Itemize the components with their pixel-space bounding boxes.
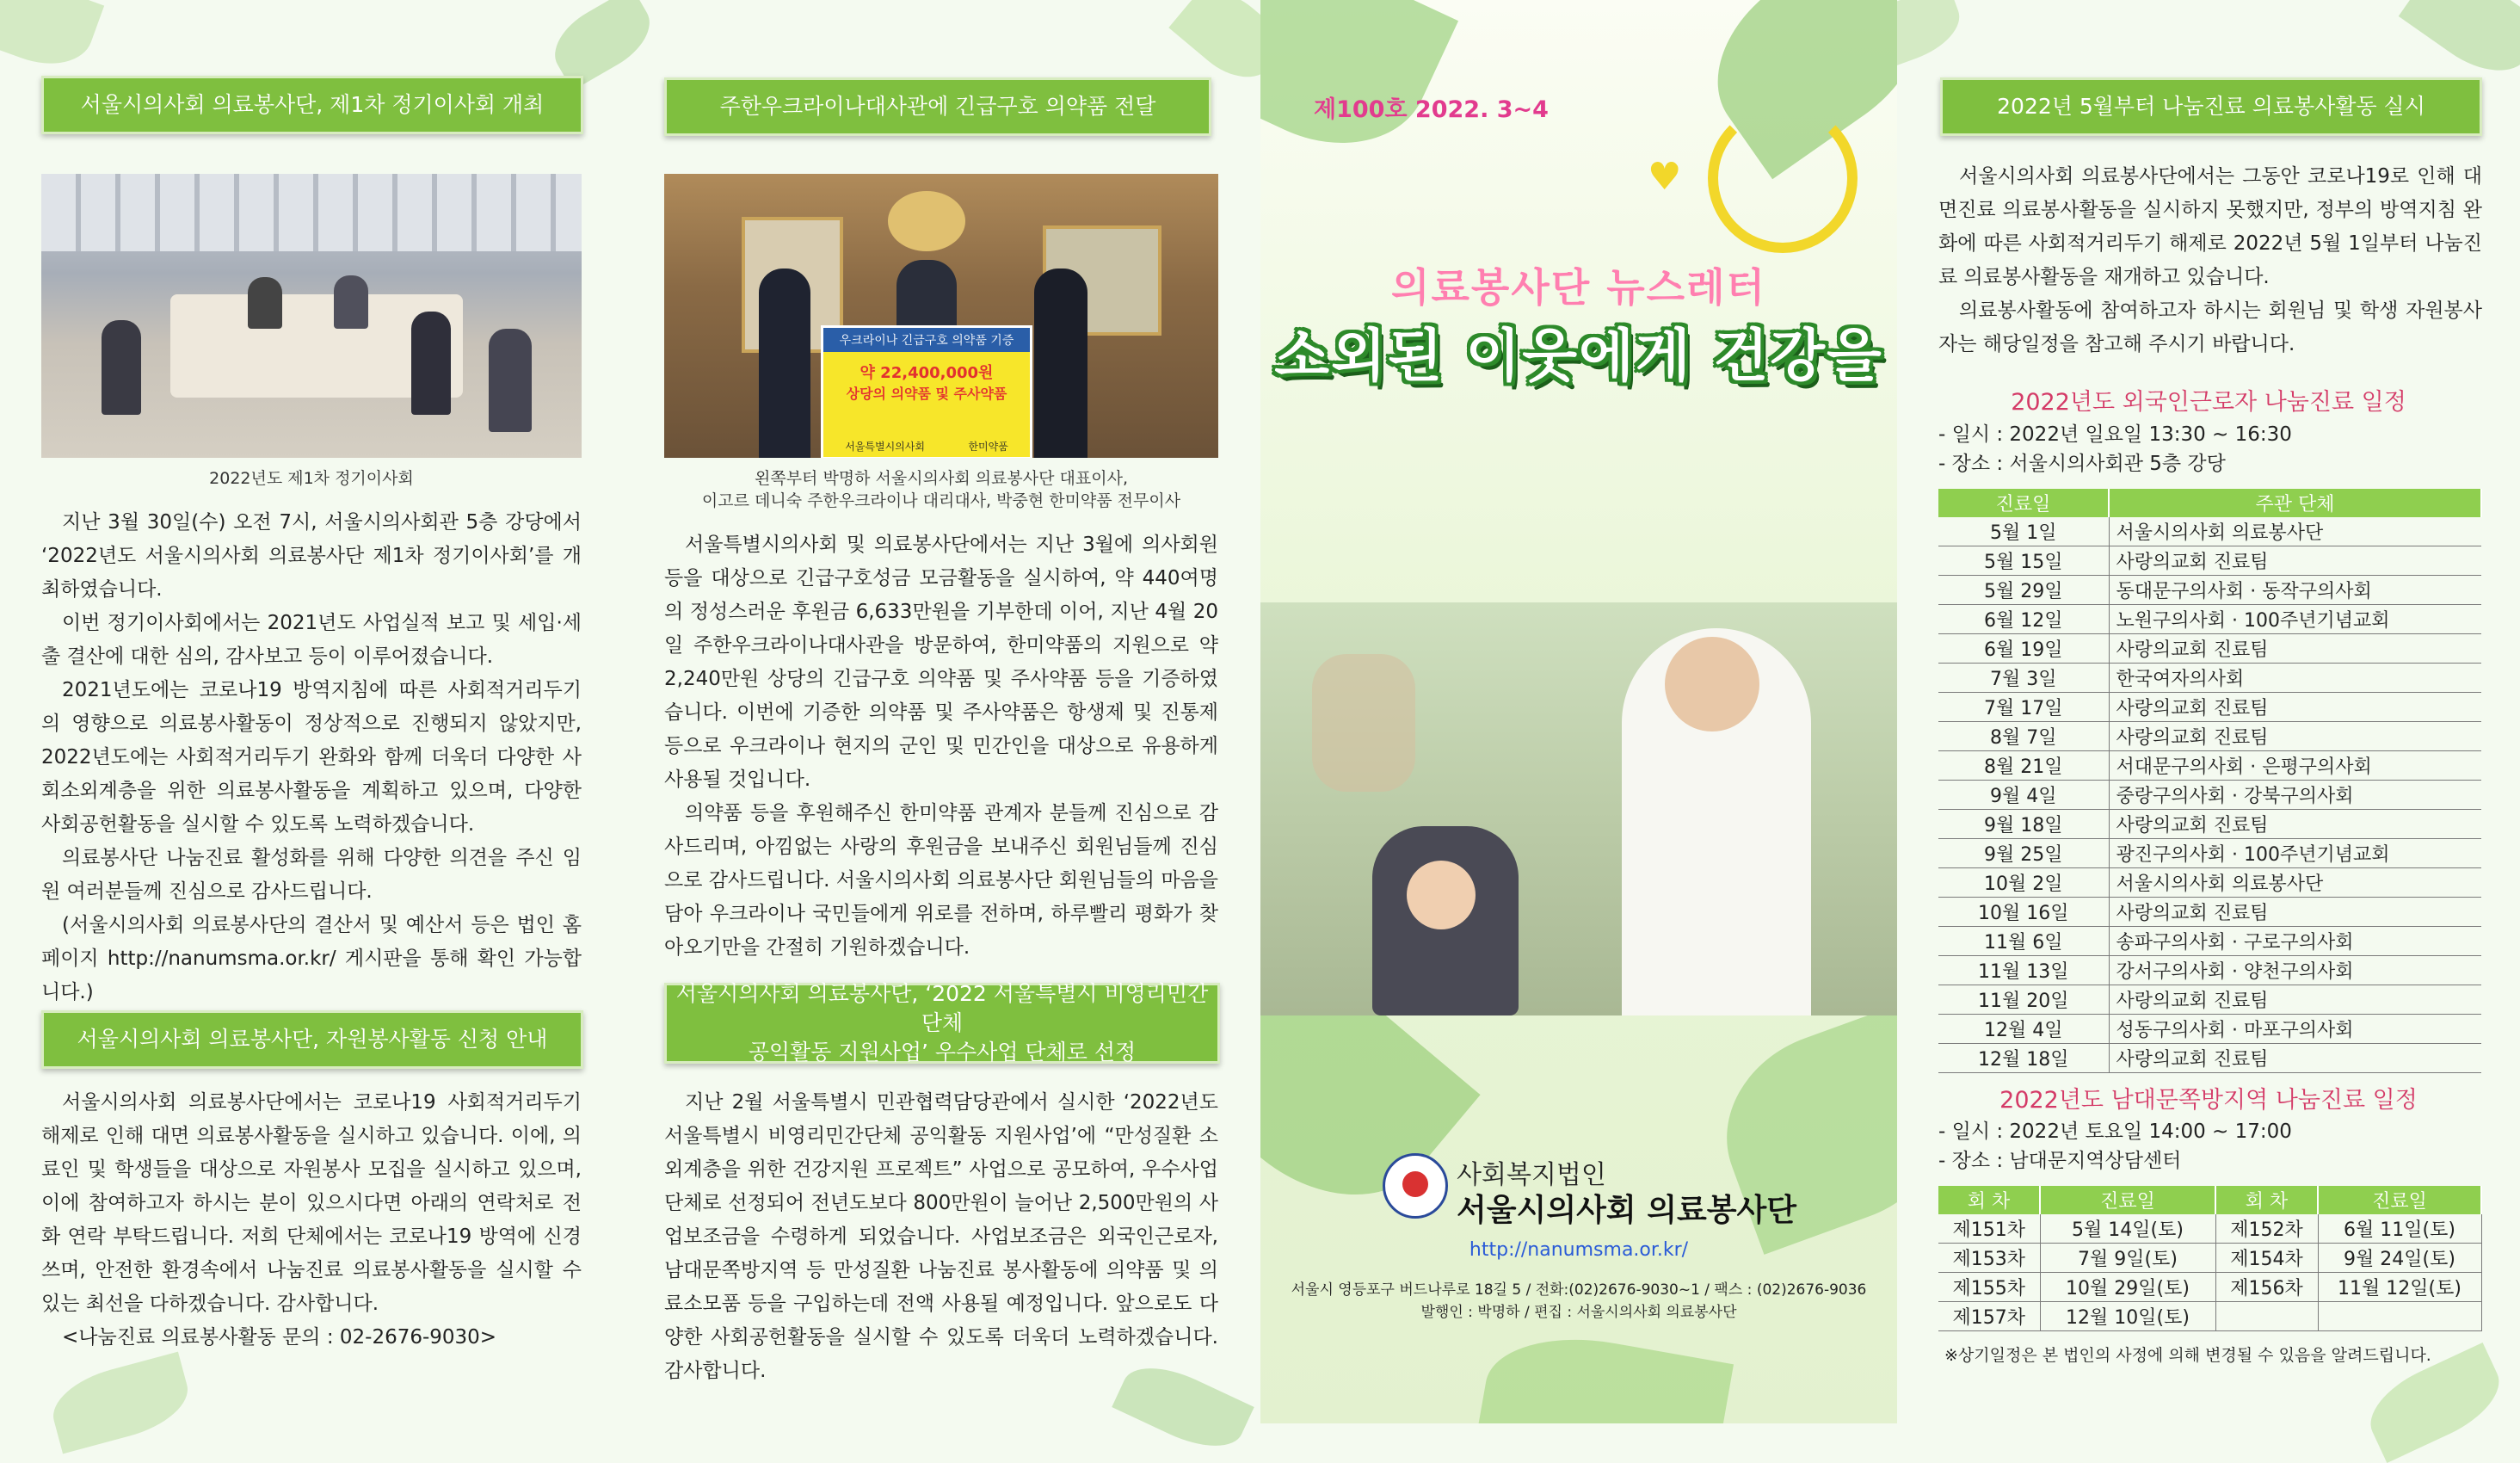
article-title-text: 2022년 5월부터 나눔진료 의료봉사활동 실시 (1997, 94, 2425, 120)
table-cell (2215, 1302, 2318, 1331)
article-body (1938, 160, 2482, 361)
table-cell: 5월 1일 (1938, 517, 2109, 546)
table-cell: 5월 29일 (1938, 576, 2109, 605)
article-title-text: 주한우크라이나대사관에 긴급구호 의약품 전달 (719, 94, 1156, 120)
banner-org: 한미약품 (968, 441, 1008, 453)
table-cell: 9월 4일 (1938, 781, 2109, 810)
donation-banner (821, 325, 1032, 458)
article-title (41, 1010, 583, 1069)
article-title-text: 서울시의사회 의료봉사단, 제1차 정기이사회 개최 (80, 92, 545, 118)
table-row (1938, 956, 2481, 985)
table-row (1938, 810, 2481, 839)
decorative-leaf (1260, 0, 1458, 177)
table-cell (2318, 1302, 2481, 1331)
table-cell: 사랑의교회 진료팀 (2109, 985, 2481, 1015)
photo-caption (664, 468, 1218, 512)
publisher-info: 발행인 : 박명하 / 편집 : 서울시의사회 의료봉사단 (1420, 1304, 1737, 1321)
table-row (1938, 664, 2481, 693)
table-row (1938, 546, 2481, 576)
contact-address: 서울시 영등포구 버드나루로 18길 5 / 전화:(02)2676-9030~1 / 팩스 : (02)2676-9036 (1291, 1281, 1867, 1299)
column-header: 진료일 (2040, 1186, 2215, 1214)
caption-text: 왼쪽부터 박명하 서울시의사회 의료봉사단 대표이사, (755, 469, 1128, 488)
paragraph: 이번 정기이사회에서는 2021년도 사업실적 보고 및 세입·세출 결산에 대한 심의, 감사보고 등이 이루어졌습니다. (41, 612, 582, 668)
table-cell: 사랑의교회 진료팀 (2109, 546, 2481, 576)
caption-text: 2022년도 제1차 정기이사회 (209, 469, 414, 488)
article-body (664, 1086, 1218, 1388)
table-cell: 11월 6일 (1938, 927, 2109, 956)
paragraph: 서울특별시의사회 및 의료봉사단에서는 지난 3월에 의사회원 등을 대상으로 긴급구호성금 모금활동을 실시하여, 약 440여명의 정성스러운 후원금 6,633만원을 기부한데 이어, 지난 4월 20일 주한우크라이나대사관을 방문하여, 한미약품의 지원으로 약 2,240만원 상당의 긴급구호 의약품 및 주사약품 등을 기증하였습니다. 이번에 기증한 의약품 및 주사약품은 항생제 및 진통제 등으로 우크라이나 현지의 군인 및 민간인을 대상으로 유용하게 사용될 것입니다. (664, 534, 1218, 791)
article-title (1940, 77, 2482, 136)
schedule-place: - 장소 : 남대문지역상담센터 (1938, 1150, 2182, 1172)
table-cell: 11월 12일(토) (2318, 1273, 2481, 1302)
table-cell: 송파구의사회 · 구로구의사회 (2109, 927, 2481, 956)
table-cell: 서울시의사회 의료봉사단 (2109, 517, 2481, 546)
cover-photo (1260, 602, 1897, 1015)
banner-amount: 약 22,400,000원 (860, 364, 994, 382)
article-body (41, 1086, 582, 1355)
photo-caption (41, 468, 582, 491)
table-cell: 10월 2일 (1938, 868, 2109, 898)
table-header-row (1938, 489, 2481, 517)
table-cell: 8월 7일 (1938, 722, 2109, 751)
contact-info: <나눔진료 의료봉사활동 문의 : 02-2676-9030> (62, 1326, 497, 1349)
table-row (1938, 605, 2481, 634)
table-cell: 10월 16일 (1938, 898, 2109, 927)
column-cover (1260, 0, 1897, 1423)
table-cell: 12월 18일 (1938, 1044, 2109, 1073)
table-row (1938, 1044, 2481, 1073)
table-row (1938, 898, 2481, 927)
schedule-place: - 장소 : 서울시의사회관 5층 강당 (1938, 453, 2226, 475)
paragraph: 의약품 등을 후원해주신 한미약품 관계자 분들께 진심으로 감사드리며, 아낌없는 사랑의 후원금을 보내주신 회원님들께 진심으로 감사드립니다. 서울시의사회 의료봉사단 회원님들의 마음을 담아 우크라이나 국민들에게 위로를 전하며, 하루빨리 평화가 찾아오기만을 간절히 기원하겠습니다. (664, 802, 1218, 959)
table-cell: 성동구의사회 · 마포구의사회 (2109, 1015, 2481, 1044)
table-row (1938, 985, 2481, 1015)
column-header: 회 차 (1938, 1186, 2040, 1214)
table-row (1938, 634, 2481, 664)
main-title: 소외된 이웃에게 건강을 (1274, 323, 1883, 389)
table-cell: 5월 15일 (1938, 546, 2109, 576)
banner-line: 우크라이나 긴급구호 의약품 기증 (823, 328, 1030, 352)
table-cell: 사랑의교회 진료팀 (2109, 1044, 2481, 1073)
table-cell: 9월 24일(토) (2318, 1244, 2481, 1273)
column-header: 주관 단체 (2109, 489, 2481, 517)
article-title (41, 76, 583, 134)
table-cell: 제157차 (1938, 1302, 2040, 1331)
article-title (664, 983, 1220, 1064)
foreign-worker-schedule-table (1938, 489, 2482, 1073)
table-row (1938, 781, 2481, 810)
table-cell: 6월 19일 (1938, 634, 2109, 664)
decorative-leaf (1476, 1323, 1734, 1423)
table-cell: 9월 18일 (1938, 810, 2109, 839)
table-row (1938, 839, 2481, 868)
article-title-text: 서울시의사회 의료봉사단, ‘2022 서울특별시 비영리민간단체 (675, 981, 1209, 1036)
paragraph: 2021년도에는 코로나19 방역지침에 따른 사회적거리두기의 영향으로 의료봉사활동이 정상적으로 진행되지 않았지만, 2022년도에는 사회적거리두기 완화와 함께 더욱더 다양한 사회소외계층을 위한 의료봉사활동을 계획하고 있으며, 다양한 사회공헌활동을 실시할 수 있도록 노력하겠습니다. (41, 679, 582, 836)
table-cell: 광진구의사회 · 100주년기념교회 (2109, 839, 2481, 868)
column-header: 진료일 (1938, 489, 2109, 517)
paragraph: 의료봉사단 나눔진료 활성화를 위해 다양한 의견을 주신 임원 여러분들께 진심으로 감사드립니다. (41, 847, 582, 903)
table-row (1938, 576, 2481, 605)
website-link[interactable]: http://nanumsma.or.kr/ (1469, 1239, 1689, 1261)
article-title-text: 공익활동 지원사업’ 우수사업 단체로 선정 (748, 1039, 1137, 1065)
table-header-row (1938, 1186, 2481, 1214)
table-row (1938, 927, 2481, 956)
table-row (1938, 722, 2481, 751)
table-cell: 사랑의교회 진료팀 (2109, 722, 2481, 751)
table-cell: 서대문구의사회 · 은평구의사회 (2109, 751, 2481, 781)
table-cell: 제152차 (2215, 1214, 2318, 1244)
banner-org: 서울특별시의사회 (845, 441, 925, 453)
table-row (1938, 1015, 2481, 1044)
table-cell: 10월 29일(토) (2040, 1273, 2215, 1302)
table-cell: 제155차 (1938, 1273, 2040, 1302)
table-cell: 서울시의사회 의료봉사단 (2109, 868, 2481, 898)
article-title-text: 서울시의사회 의료봉사단, 자원봉사활동 신청 안내 (77, 1027, 548, 1052)
table-cell: 12월 10일(토) (2040, 1302, 2215, 1331)
table-cell: 사랑의교회 진료팀 (2109, 898, 2481, 927)
column-4 (1897, 0, 2520, 1423)
paragraph: 의료봉사활동에 참여하고자 하시는 회원님 및 학생 자원봉사자는 해당일정을 참고해 주시기 바랍니다. (1938, 299, 2482, 355)
column-header: 진료일 (2318, 1186, 2481, 1214)
article-body (664, 528, 1218, 965)
paragraph: (서울시의사회 의료봉사단의 결산서 및 예산서 등은 법인 홈페이지 http://nanumsma.or.kr/ 게시판을 통해 확인 가능합니다.) (41, 914, 582, 1003)
table-cell: 6월 11일(토) (2318, 1214, 2481, 1244)
table-cell: 노원구의사회 · 100주년기념교회 (2109, 605, 2481, 634)
table-cell: 11월 13일 (1938, 956, 2109, 985)
table-cell: 9월 25일 (1938, 839, 2109, 868)
paragraph: 지난 3월 30일(수) 오전 7시, 서울시의사회관 5층 강당에서 ‘2022년도 서울시의사회 의료봉사단 제1차 정기이사회’를 개최하였습니다. (41, 511, 582, 601)
column-2 (628, 0, 1260, 1423)
table-row (1938, 693, 2481, 722)
stethoscope-icon (1708, 103, 1858, 253)
table-cell: 제154차 (2215, 1244, 2318, 1273)
caption-text: 이고르 데니숙 주한우크라이나 대리대사, 박중현 한미약품 전무이사 (701, 491, 1181, 510)
paragraph: 서울시의사회 의료봉사단에서는 그동안 코로나19로 인해 대면진료 의료봉사활동을 실시하지 못했지만, 정부의 방역지침 완화에 따른 사회적거리두기 해제로 2022년 5월 1일부터 나눔진료 의료봉사활동을 재개하고 있습니다. (1938, 165, 2482, 288)
table-cell: 제153차 (1938, 1244, 2040, 1273)
column-1 (0, 0, 628, 1423)
table-cell: 12월 4일 (1938, 1015, 2109, 1044)
table-row (1938, 751, 2481, 781)
table-cell: 중랑구의사회 · 강북구의사회 (2109, 781, 2481, 810)
table-cell: 7월 3일 (1938, 664, 2109, 693)
table-cell: 제151차 (1938, 1214, 2040, 1244)
newsletter-title: 의료봉사단 뉴스레터 (1391, 264, 1766, 311)
table-cell: 5월 14일(토) (2040, 1214, 2215, 1244)
table-row (1938, 868, 2481, 898)
paragraph: 지난 2월 서울특별시 민관협력담당관에서 실시한 ‘2022년도 서울특별시 비영리민간단체 공익활동 지원사업’에 “만성질환 소외계층을 위한 건강지원 프로젝트” 사업으로 공모하여, 우수사업 단체로 선정되어 전년도보다 800만원이 늘어난 2,500만원의 사업보조금을 수령하게 되었습니다. 사업보조금은 외국인근로자, 남대문쪽방지역 등 만성질환 나눔진료 봉사활동에 의약품 및 의료소모품 등을 구입하는데 전액 사용될 예정입니다. 앞으로도 다양한 사회공헌활동을 실시할 수 있도록 더욱더 노력하겠습니다. 감사합니다. (664, 1091, 1218, 1382)
organization-name: 서울시의사회 의료봉사단 (1457, 1193, 1797, 1228)
schedule-info (1938, 1117, 2292, 1176)
schedule-note: ※상기일정은 본 법인의 사정에 의해 변경될 수 있음을 알려드립니다. (1944, 1346, 2431, 1365)
table-cell: 동대문구의사회 · 동작구의사회 (2109, 576, 2481, 605)
table-row (1938, 1273, 2481, 1302)
paragraph: 서울시의사회 의료봉사단에서는 코로나19 사회적거리두기 해제로 인해 대면 의료봉사활동을 실시하고 있습니다. 이에, 의료인 및 학생들을 대상으로 자원봉사 모집을 실시하고 있으며, 이에 참여하고자 하시는 분이 있으시다면 아래의 연락처로 전화 연락 부탁드립니다. 저희 단체에서는 코로나19 방역에 신경쓰며, 안전한 환경속에서 나눔진료 의료봉사활동을 실시할 수 있는 최선을 다하겠습니다. 감사합니다. (41, 1091, 582, 1315)
schedule-time: - 일시 : 2022년 토요일 14:00 ~ 17:00 (1938, 1120, 2292, 1143)
article-title (664, 77, 1211, 136)
schedule-time: - 일시 : 2022년 일요일 13:30 ~ 16:30 (1938, 423, 2292, 446)
table-cell: 제156차 (2215, 1273, 2318, 1302)
table-cell: 8월 21일 (1938, 751, 2109, 781)
table-row (1938, 1214, 2481, 1244)
table-cell: 강서구의사회 · 양천구의사회 (2109, 956, 2481, 985)
table-row (1938, 517, 2481, 546)
namdaemun-schedule-table (1938, 1186, 2482, 1331)
table-cell: 6월 12일 (1938, 605, 2109, 634)
schedule-info (1938, 420, 2292, 478)
banner-line: 상당의 의약품 및 주사약품 (846, 386, 1007, 402)
table-cell: 7월 17일 (1938, 693, 2109, 722)
table-cell: 사랑의교회 진료팀 (2109, 634, 2481, 664)
table-row (1938, 1244, 2481, 1273)
column-header: 회 차 (2215, 1186, 2318, 1214)
organization-type: 사회복지법인 (1457, 1160, 1606, 1190)
article-body (41, 506, 582, 1009)
table-row (1938, 1302, 2481, 1331)
organization-logo (1383, 1153, 1448, 1219)
board-meeting-photo (41, 174, 582, 458)
schedule-title: 2022년도 외국인근로자 나눔진료 일정 (2011, 389, 2406, 416)
issue-number: 제100호 2022. 3~4 (1314, 96, 1549, 123)
heart-icon: ♥ (1648, 155, 1682, 199)
table-cell: 사랑의교회 진료팀 (2109, 693, 2481, 722)
table-cell: 사랑의교회 진료팀 (2109, 810, 2481, 839)
table-cell: 11월 20일 (1938, 985, 2109, 1015)
table-cell: 7월 9일(토) (2040, 1244, 2215, 1273)
donation-photo (664, 174, 1218, 458)
newsletter-cover (1260, 0, 1897, 1423)
table-cell: 한국여자의사회 (2109, 664, 2481, 693)
schedule-title: 2022년도 남대문쪽방지역 나눔진료 일정 (1999, 1087, 2418, 1114)
